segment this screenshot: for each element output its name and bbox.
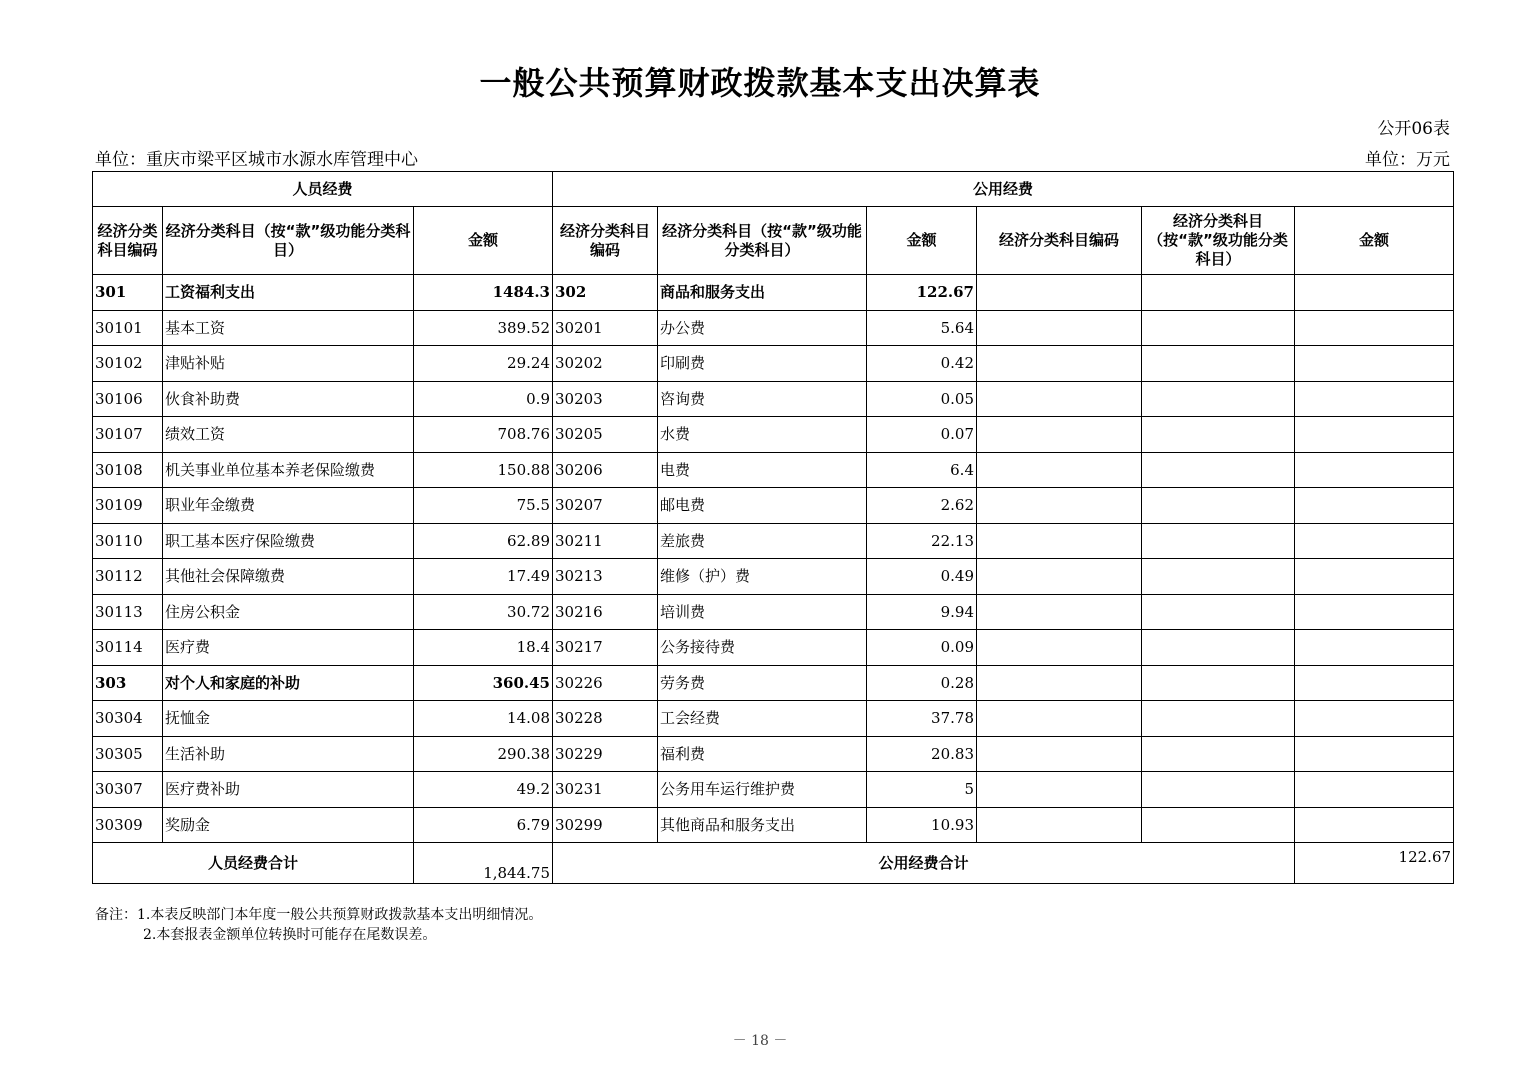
name-cell: 咨询费 — [658, 381, 867, 417]
form-number: 公开06表 — [1377, 119, 1450, 139]
code-cell: 30108 — [93, 452, 163, 488]
name-cell: 邮电费 — [658, 488, 867, 524]
table-row — [93, 310, 1454, 346]
header-amount: 金额 — [414, 207, 553, 275]
amount-cell: 14.08 — [414, 701, 553, 737]
amount-cell: 30.72 — [414, 594, 553, 630]
name-cell: 伙食补助费 — [163, 381, 414, 417]
code-cell: 30201 — [553, 310, 658, 346]
amount-cell: 6.79 — [414, 807, 553, 843]
amount-cell: 29.24 — [414, 346, 553, 382]
name-cell: 医疗费补助 — [163, 772, 414, 808]
amount-cell: 6.4 — [867, 452, 977, 488]
code-cell-empty — [977, 310, 1142, 346]
name-cell: 绩效工资 — [163, 417, 414, 453]
name-cell: 工资福利支出 — [163, 275, 414, 311]
code-cell: 30114 — [93, 630, 163, 666]
header-name-3: 经济分类科目（按“款”级功能分类科目） — [1142, 207, 1295, 275]
name-cell: 商品和服务支出 — [658, 275, 867, 311]
name-cell: 生活补助 — [163, 736, 414, 772]
name-cell: 机关事业单位基本养老保险缴费 — [163, 452, 414, 488]
name-cell: 对个人和家庭的补助 — [163, 665, 414, 701]
amount-cell: 0.05 — [867, 381, 977, 417]
code-cell-empty — [977, 275, 1142, 311]
code-cell-empty — [977, 701, 1142, 737]
amount-cell: 1484.3 — [414, 275, 553, 311]
name-cell: 水费 — [658, 417, 867, 453]
code-cell-empty — [977, 523, 1142, 559]
code-cell: 30113 — [93, 594, 163, 630]
name-cell-empty — [1142, 772, 1295, 808]
code-cell: 30299 — [553, 807, 658, 843]
name-cell: 公务用车运行维护费 — [658, 772, 867, 808]
amount-cell-empty — [1295, 417, 1454, 453]
name-cell: 其他商品和服务支出 — [658, 807, 867, 843]
amount-cell: 122.67 — [867, 275, 977, 311]
name-cell: 印刷费 — [658, 346, 867, 382]
code-cell: 30102 — [93, 346, 163, 382]
table-row — [93, 346, 1454, 382]
code-cell-empty — [977, 772, 1142, 808]
name-cell-empty — [1142, 275, 1295, 311]
amount-cell: 0.09 — [867, 630, 977, 666]
code-cell-empty — [977, 452, 1142, 488]
code-cell: 30216 — [553, 594, 658, 630]
table-row — [93, 488, 1454, 524]
amount-cell: 37.78 — [867, 701, 977, 737]
header-amount-3: 金额 — [1295, 207, 1454, 275]
amount-cell: 0.9 — [414, 381, 553, 417]
code-cell: 301 — [93, 275, 163, 311]
name-cell: 办公费 — [658, 310, 867, 346]
code-cell-empty — [977, 346, 1142, 382]
amount-cell: 17.49 — [414, 559, 553, 595]
page-number: － 18 － — [732, 1033, 788, 1049]
code-cell: 30305 — [93, 736, 163, 772]
code-cell: 303 — [93, 665, 163, 701]
amount-cell-empty — [1295, 665, 1454, 701]
name-cell-empty — [1142, 594, 1295, 630]
code-cell: 30206 — [553, 452, 658, 488]
name-cell-empty — [1142, 523, 1295, 559]
amount-cell: 5 — [867, 772, 977, 808]
name-cell: 工会经费 — [658, 701, 867, 737]
code-cell-empty — [977, 559, 1142, 595]
group-header-row — [93, 172, 1454, 207]
name-cell-empty — [1142, 452, 1295, 488]
amount-cell-empty — [1295, 701, 1454, 737]
group-personnel: 人员经费 — [93, 172, 553, 207]
name-cell-empty — [1142, 807, 1295, 843]
amount-cell: 0.42 — [867, 346, 977, 382]
code-cell: 30205 — [553, 417, 658, 453]
amount-cell-empty — [1295, 807, 1454, 843]
amount-cell: 22.13 — [867, 523, 977, 559]
code-cell: 30106 — [93, 381, 163, 417]
code-cell: 30229 — [553, 736, 658, 772]
header-code: 经济分类科目编码 — [93, 207, 163, 275]
amount-cell: 49.2 — [414, 772, 553, 808]
amount-cell: 0.49 — [867, 559, 977, 595]
amount-cell-empty — [1295, 275, 1454, 311]
name-cell: 住房公积金 — [163, 594, 414, 630]
table-row — [93, 559, 1454, 595]
public-total-label: 公用经费合计 — [553, 843, 1295, 884]
table-row — [93, 523, 1454, 559]
code-cell-empty — [977, 807, 1142, 843]
header-amount-2: 金额 — [867, 207, 977, 275]
amount-cell: 75.5 — [414, 488, 553, 524]
amount-cell: 62.89 — [414, 523, 553, 559]
name-cell: 电费 — [658, 452, 867, 488]
name-cell-empty — [1142, 310, 1295, 346]
code-cell-empty — [977, 736, 1142, 772]
amount-cell: 2.62 — [867, 488, 977, 524]
code-cell: 30217 — [553, 630, 658, 666]
personnel-total-value: 1,844.75 — [414, 843, 553, 884]
name-cell: 医疗费 — [163, 630, 414, 666]
group-public: 公用经费 — [553, 172, 1454, 207]
name-cell: 培训费 — [658, 594, 867, 630]
page-title: 一般公共预算财政拨款基本支出决算表 — [479, 64, 1041, 102]
table-row — [93, 381, 1454, 417]
amount-cell-empty — [1295, 488, 1454, 524]
amount-cell-empty — [1295, 594, 1454, 630]
amount-cell-empty — [1295, 559, 1454, 595]
code-cell-empty — [977, 488, 1142, 524]
name-cell-empty — [1142, 665, 1295, 701]
name-cell: 职业年金缴费 — [163, 488, 414, 524]
amount-cell: 0.28 — [867, 665, 977, 701]
name-cell: 劳务费 — [658, 665, 867, 701]
name-cell-empty — [1142, 346, 1295, 382]
public-total-value: 122.67 — [1295, 843, 1454, 884]
name-cell-empty — [1142, 488, 1295, 524]
header-name-2: 经济分类科目（按“款”级功能分类科目） — [658, 207, 867, 275]
header-code-3: 经济分类科目编码 — [977, 207, 1142, 275]
table-row — [93, 807, 1454, 843]
amount-cell: 708.76 — [414, 417, 553, 453]
amount-cell: 389.52 — [414, 310, 553, 346]
table-row — [93, 701, 1454, 737]
code-cell: 30107 — [93, 417, 163, 453]
table-row — [93, 594, 1454, 630]
amount-cell: 360.45 — [414, 665, 553, 701]
code-cell: 30213 — [553, 559, 658, 595]
totals-row — [93, 843, 1454, 884]
amount-cell: 5.64 — [867, 310, 977, 346]
amount-cell: 18.4 — [414, 630, 553, 666]
code-cell-empty — [977, 630, 1142, 666]
code-cell: 302 — [553, 275, 658, 311]
name-cell: 抚恤金 — [163, 701, 414, 737]
amount-cell-empty — [1295, 452, 1454, 488]
name-cell: 福利费 — [658, 736, 867, 772]
amount-cell-empty — [1295, 381, 1454, 417]
code-cell: 30307 — [93, 772, 163, 808]
notes — [95, 905, 542, 945]
name-cell: 职工基本医疗保险缴费 — [163, 523, 414, 559]
code-cell: 30231 — [553, 772, 658, 808]
amount-cell: 150.88 — [414, 452, 553, 488]
code-cell: 30202 — [553, 346, 658, 382]
table-row — [93, 772, 1454, 808]
name-cell: 维修（护）费 — [658, 559, 867, 595]
table-row — [93, 630, 1454, 666]
amount-cell: 10.93 — [867, 807, 977, 843]
table-row — [93, 417, 1454, 453]
name-cell-empty — [1142, 630, 1295, 666]
column-header-row — [93, 207, 1454, 275]
code-cell-empty — [977, 417, 1142, 453]
name-cell: 奖励金 — [163, 807, 414, 843]
code-cell: 30112 — [93, 559, 163, 595]
name-cell-empty — [1142, 736, 1295, 772]
name-cell: 公务接待费 — [658, 630, 867, 666]
code-cell: 30109 — [93, 488, 163, 524]
code-cell: 30207 — [553, 488, 658, 524]
table-row — [93, 736, 1454, 772]
amount-cell: 290.38 — [414, 736, 553, 772]
unit-organization: 单位：重庆市梁平区城市水源水库管理中心 — [95, 150, 418, 170]
amount-cell-empty — [1295, 523, 1454, 559]
amount-cell-empty — [1295, 772, 1454, 808]
name-cell: 差旅费 — [658, 523, 867, 559]
amount-cell-empty — [1295, 346, 1454, 382]
code-cell: 30228 — [553, 701, 658, 737]
unit-currency: 单位：万元 — [1365, 150, 1450, 170]
table-row — [93, 275, 1454, 311]
code-cell-empty — [977, 665, 1142, 701]
name-cell: 其他社会保障缴费 — [163, 559, 414, 595]
amount-cell: 0.07 — [867, 417, 977, 453]
code-cell: 30101 — [93, 310, 163, 346]
name-cell-empty — [1142, 381, 1295, 417]
code-cell: 30309 — [93, 807, 163, 843]
amount-cell: 20.83 — [867, 736, 977, 772]
note-line-2: 2.本套报表金额单位转换时可能存在尾数误差。 — [143, 927, 437, 943]
code-cell: 30226 — [553, 665, 658, 701]
header-code-2: 经济分类科目编码 — [553, 207, 658, 275]
table-row — [93, 665, 1454, 701]
code-cell-empty — [977, 381, 1142, 417]
code-cell-empty — [977, 594, 1142, 630]
name-cell: 基本工资 — [163, 310, 414, 346]
amount-cell-empty — [1295, 310, 1454, 346]
code-cell: 30211 — [553, 523, 658, 559]
code-cell: 30110 — [93, 523, 163, 559]
amount-cell-empty — [1295, 630, 1454, 666]
table-row — [93, 452, 1454, 488]
name-cell-empty — [1142, 417, 1295, 453]
personnel-total-label: 人员经费合计 — [93, 843, 414, 884]
budget-table — [92, 171, 1454, 884]
name-cell: 津贴补贴 — [163, 346, 414, 382]
note-line-1: 备注：1.本表反映部门本年度一般公共预算财政拨款基本支出明细情况。 — [95, 907, 543, 923]
name-cell-empty — [1142, 701, 1295, 737]
name-cell-empty — [1142, 559, 1295, 595]
code-cell: 30304 — [93, 701, 163, 737]
amount-cell-empty — [1295, 736, 1454, 772]
header-name: 经济分类科目（按“款”级功能分类科目） — [163, 207, 414, 275]
amount-cell: 9.94 — [867, 594, 977, 630]
code-cell: 30203 — [553, 381, 658, 417]
